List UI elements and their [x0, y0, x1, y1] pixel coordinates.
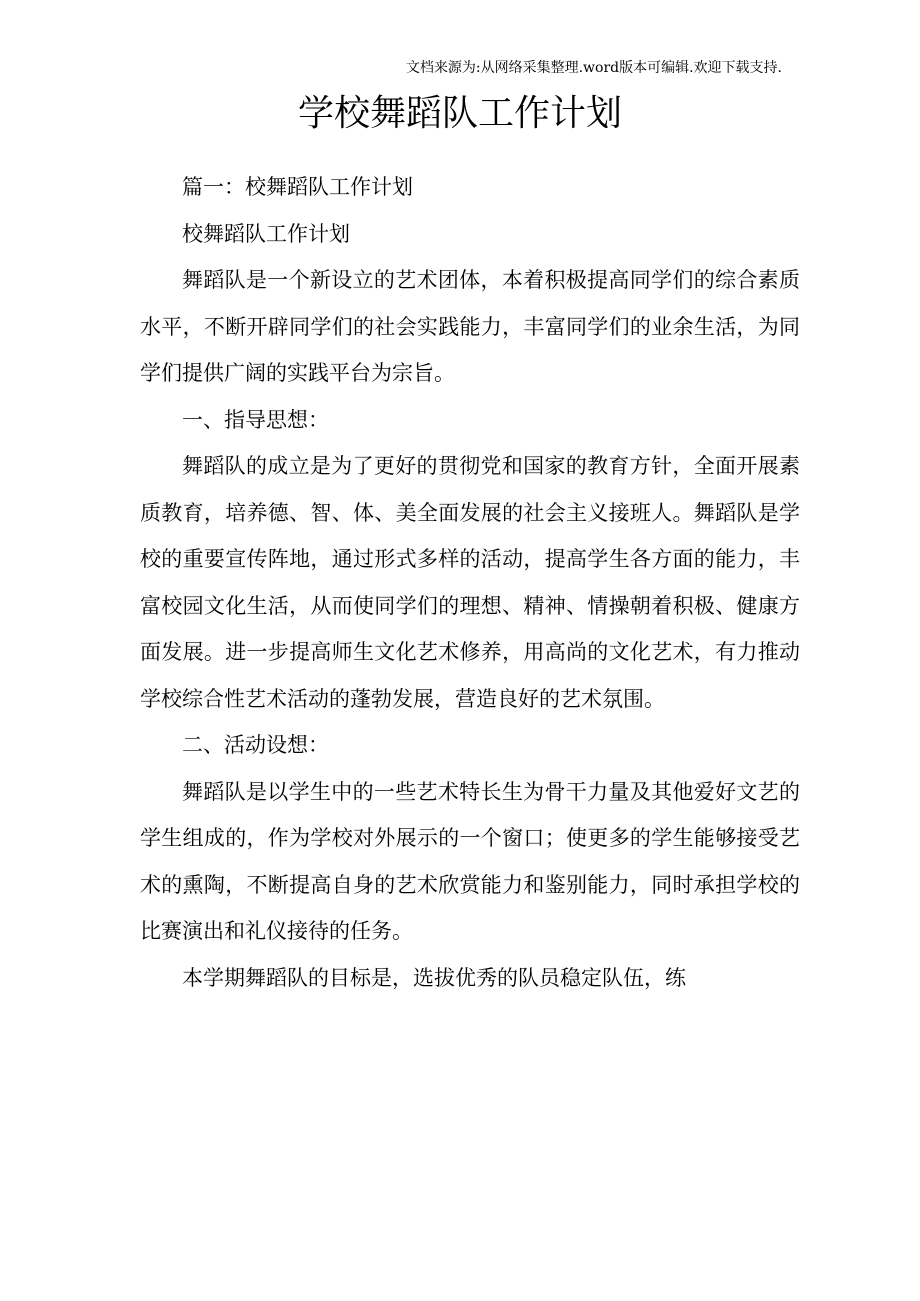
- paragraph-chapter-heading: 篇一：校舞蹈队工作计划: [182, 175, 413, 199]
- paragraph-intro: 舞蹈队是一个新设立的艺术团体，本着积极提高同学们的综合素质水平，不断开辟同学们的社会实践能力，丰富同学们的业余生活，为同学们提供广阔的实践平台为宗旨。: [140, 268, 800, 385]
- paragraph-guiding-ideology: 舞蹈队的成立是为了更好的贯彻党和国家的教育方针，全面开展素质教育，培养德、智、体、美全面发展的社会主义接班人。舞蹈队是学校的重要宣传阵地，通过形式多样的活动，提高学生各方面的能力，丰富校园文化生活，从而使同学们的理想、精神、情操朝着积极、健康方面发展。进一步提高师生文化艺术修养，用高尚的文化艺术，有力推动学校综合性艺术活动的蓬勃发展，营造良好的艺术氛围。: [140, 454, 800, 711]
- paragraph-subtitle: 校舞蹈队工作计划: [182, 221, 350, 246]
- document-title: 学校舞蹈队工作计划: [297, 93, 622, 134]
- document-body: [140, 164, 800, 1001]
- paragraph-activity-ideas: 舞蹈队是以学生中的一些艺术特长生为骨干力量及其他爱好文艺的学生组成的，作为学校对外展示的一个窗口；使更多的学生能够接受艺术的熏陶，不断提高自身的艺术欣赏能力和鉴别能力，同时承担学校的比赛演出和礼仪接待的任务。: [140, 779, 800, 943]
- section-heading-activity-ideas: 二、活动设想：: [182, 733, 329, 757]
- source-note: 文档来源为:从网络采集整理.word版本可编辑.欢迎下载支持.: [405, 60, 782, 76]
- paragraph-semester-goal: 本学期舞蹈队的目标是，选拔优秀的队员稳定队伍，练: [182, 965, 686, 990]
- section-heading-guiding-ideology: 一、指导思想：: [182, 407, 329, 432]
